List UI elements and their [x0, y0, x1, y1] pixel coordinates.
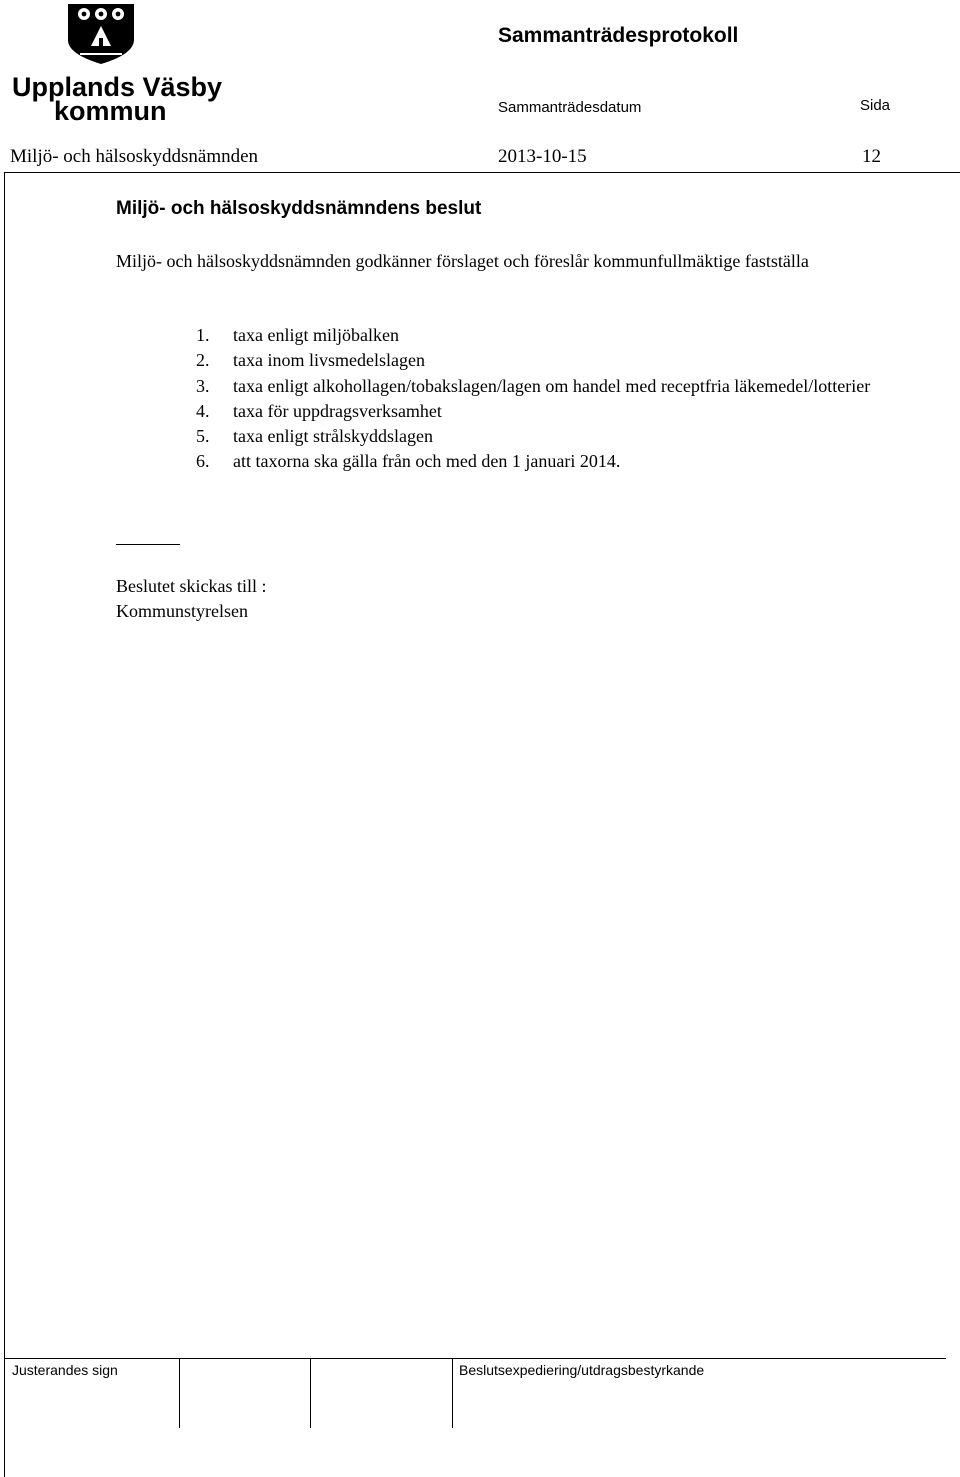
decision-list	[196, 323, 936, 475]
list-item-number: 3.	[196, 375, 210, 396]
list-item-text: taxa enligt alkohollagen/tobakslagen/lagen om handel med receptfria läkemedel/lotterier	[233, 375, 871, 396]
list-item-number: 5.	[196, 426, 210, 447]
page-number: 12	[862, 146, 881, 167]
list-item-number: 1.	[196, 325, 210, 345]
list-item-text: taxa för uppdragsverksamhet	[233, 400, 442, 421]
list-item	[196, 424, 936, 449]
sent-to-recipient: Kommunstyrelsen	[116, 601, 248, 621]
list-item-text: att taxorna ska gälla från och med den 1 januari 2014.	[233, 451, 621, 472]
expedition-label: Beslutsexpediering/utdragsbestyrkande	[459, 1362, 705, 1378]
list-item	[196, 323, 936, 348]
list-item	[196, 374, 936, 399]
short-divider	[116, 544, 180, 545]
page-label: Sida	[860, 97, 891, 114]
sent-to-label: Beslutet skickas till :	[116, 576, 267, 596]
decision-text: Miljö- och hälsoskyddsnämnden godkänner förslaget och föreslår kommunfullmäktige fastställa	[116, 251, 809, 271]
svg-text:kommun: kommun	[54, 96, 167, 126]
justify-sign-label: Justerandes sign	[12, 1362, 118, 1378]
list-item	[196, 348, 936, 373]
header-divider	[4, 172, 960, 173]
list-item	[196, 399, 936, 424]
list-item-number: 2.	[196, 350, 210, 371]
upplands-vasby-coat-of-arms-icon	[10, 2, 223, 126]
signature-box-divider	[452, 1358, 453, 1428]
list-item-number: 4.	[196, 400, 210, 421]
signature-box-divider	[310, 1358, 311, 1428]
list-item	[196, 449, 936, 474]
signature-box-divider	[179, 1358, 180, 1428]
list-item-text: taxa enligt strålskyddslagen	[233, 426, 433, 447]
svg-text:Upplands Väsby: Upplands Väsby	[12, 72, 223, 102]
list-item-text: taxa inom livsmedelslagen	[233, 350, 425, 371]
meeting-date-label: Sammanträdesdatum	[498, 99, 642, 116]
meeting-date: 2013-10-15	[498, 146, 587, 167]
committee-name: Miljö- och hälsoskyddsnämnden	[10, 146, 259, 167]
section-heading: Miljö- och hälsoskyddsnämndens beslut	[116, 198, 482, 219]
list-item-number: 6.	[196, 451, 210, 472]
footer-divider	[4, 1358, 946, 1359]
list-item-text: taxa enligt miljöbalken	[233, 325, 399, 345]
left-margin-rule	[4, 172, 5, 1477]
document-title: Sammanträdesprotokoll	[498, 24, 739, 47]
